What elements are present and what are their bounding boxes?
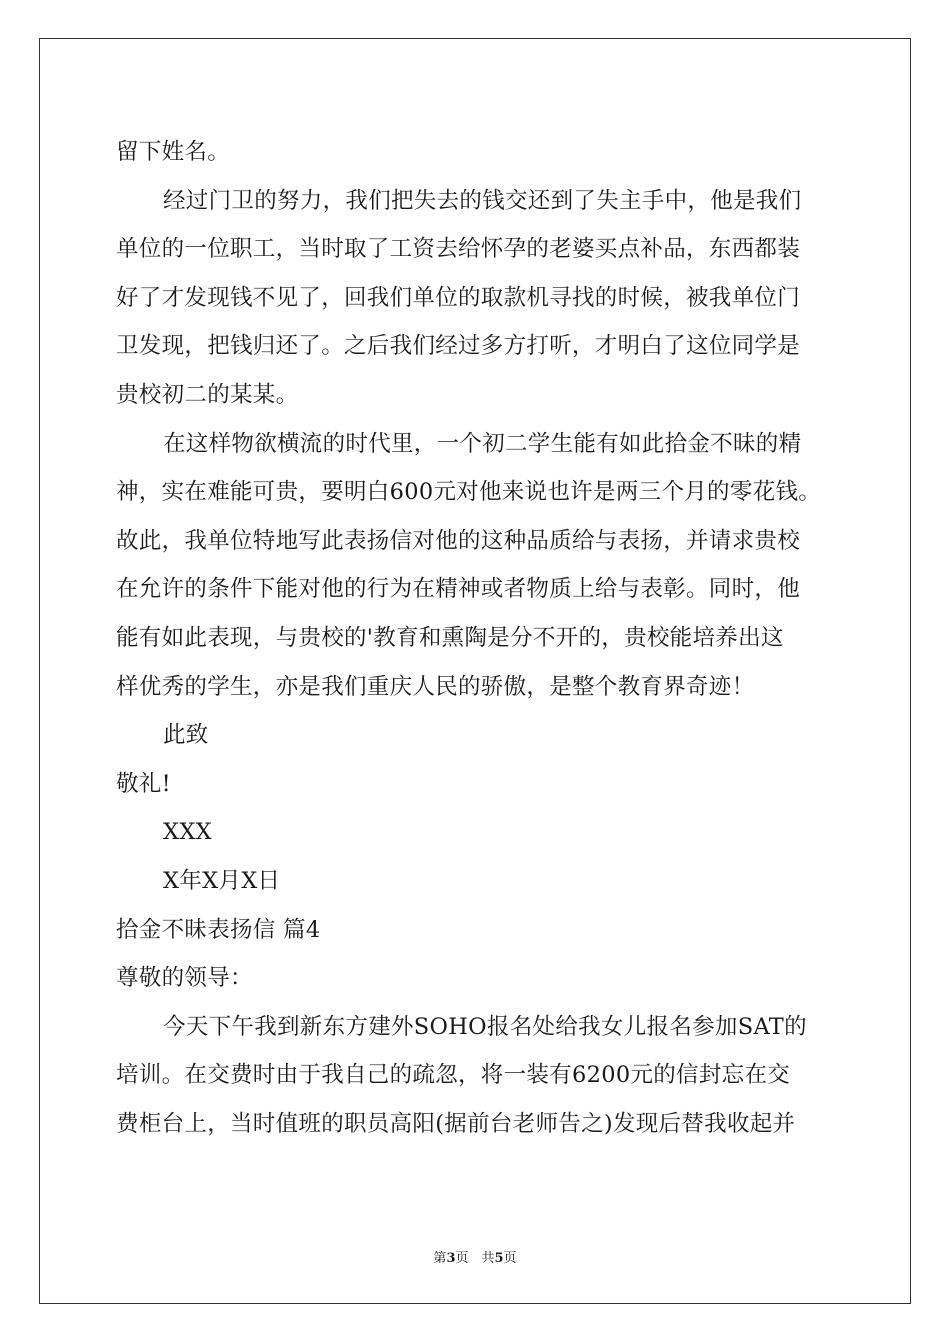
- paragraph-line: 今天下午我到新东方建外SOHO报名处给我女儿报名参加SAT的: [163, 1013, 807, 1040]
- page-mid: 页 共: [455, 1251, 495, 1266]
- total-pages: 5: [494, 1251, 504, 1266]
- paragraph-line: 在允许的条件下能对他的行为在精神或者物质上给与表彰。同时，他: [116, 576, 801, 603]
- current-page: 3: [446, 1251, 456, 1266]
- page-number-footer: [0, 1247, 950, 1266]
- closing-regards: 敬礼!: [116, 770, 171, 797]
- paragraph-line: 培训。在交费时由于我自己的疏忽，将一装有6200元的信封忘在交: [116, 1062, 791, 1089]
- signature: XXX: [163, 819, 212, 846]
- page-prefix: 第: [433, 1251, 447, 1266]
- paragraph-line: 样优秀的学生，亦是我们重庆人民的骄傲，是整个教育界奇迹！: [116, 673, 755, 700]
- paragraph-line: 在这样物欲横流的时代里，一个初二学生能有如此拾金不昧的精: [163, 430, 802, 457]
- section-heading: 拾金不昧表扬信 篇4: [116, 916, 321, 943]
- closing-salutation: 此致: [163, 722, 209, 749]
- paragraph-line: 好了才发现钱不见了，回我们单位的取款机寻找的时候，被我单位门: [116, 284, 801, 311]
- paragraph-line: 能有如此表现，与贵校的'教育和熏陶是分不开的，贵校能培养出这: [116, 624, 784, 651]
- paragraph-line: 单位的一位职工，当时取了工资去给怀孕的老婆买点补品，东西都装: [116, 236, 801, 263]
- greeting: 尊敬的领导：: [116, 965, 253, 992]
- paragraph-line: 神，实在难能可贵，要明白600元对他来说也许是两三个月的零花钱。: [116, 479, 822, 506]
- document-body: [116, 128, 836, 1148]
- date-line: X年X月X日: [163, 867, 281, 894]
- paragraph-line: 贵校初二的某某。: [116, 381, 299, 408]
- paragraph-line: 故此，我单位特地写此表扬信对他的这种品质给与表扬，并请求贵校: [116, 527, 801, 554]
- paragraph-line: 留下姓名。: [116, 139, 231, 165]
- page-suffix: 页: [503, 1251, 517, 1266]
- paragraph-line: 经过门卫的努力，我们把失去的钱交还到了失主手中，他是我们: [163, 187, 802, 214]
- paragraph-line: 卫发现，把钱归还了。之后我们经过多方打听，才明白了这位同学是: [116, 333, 801, 360]
- paragraph-line: 费柜台上，当时值班的职员高阳(据前台老师告之)发现后替我收起并: [116, 1110, 796, 1137]
